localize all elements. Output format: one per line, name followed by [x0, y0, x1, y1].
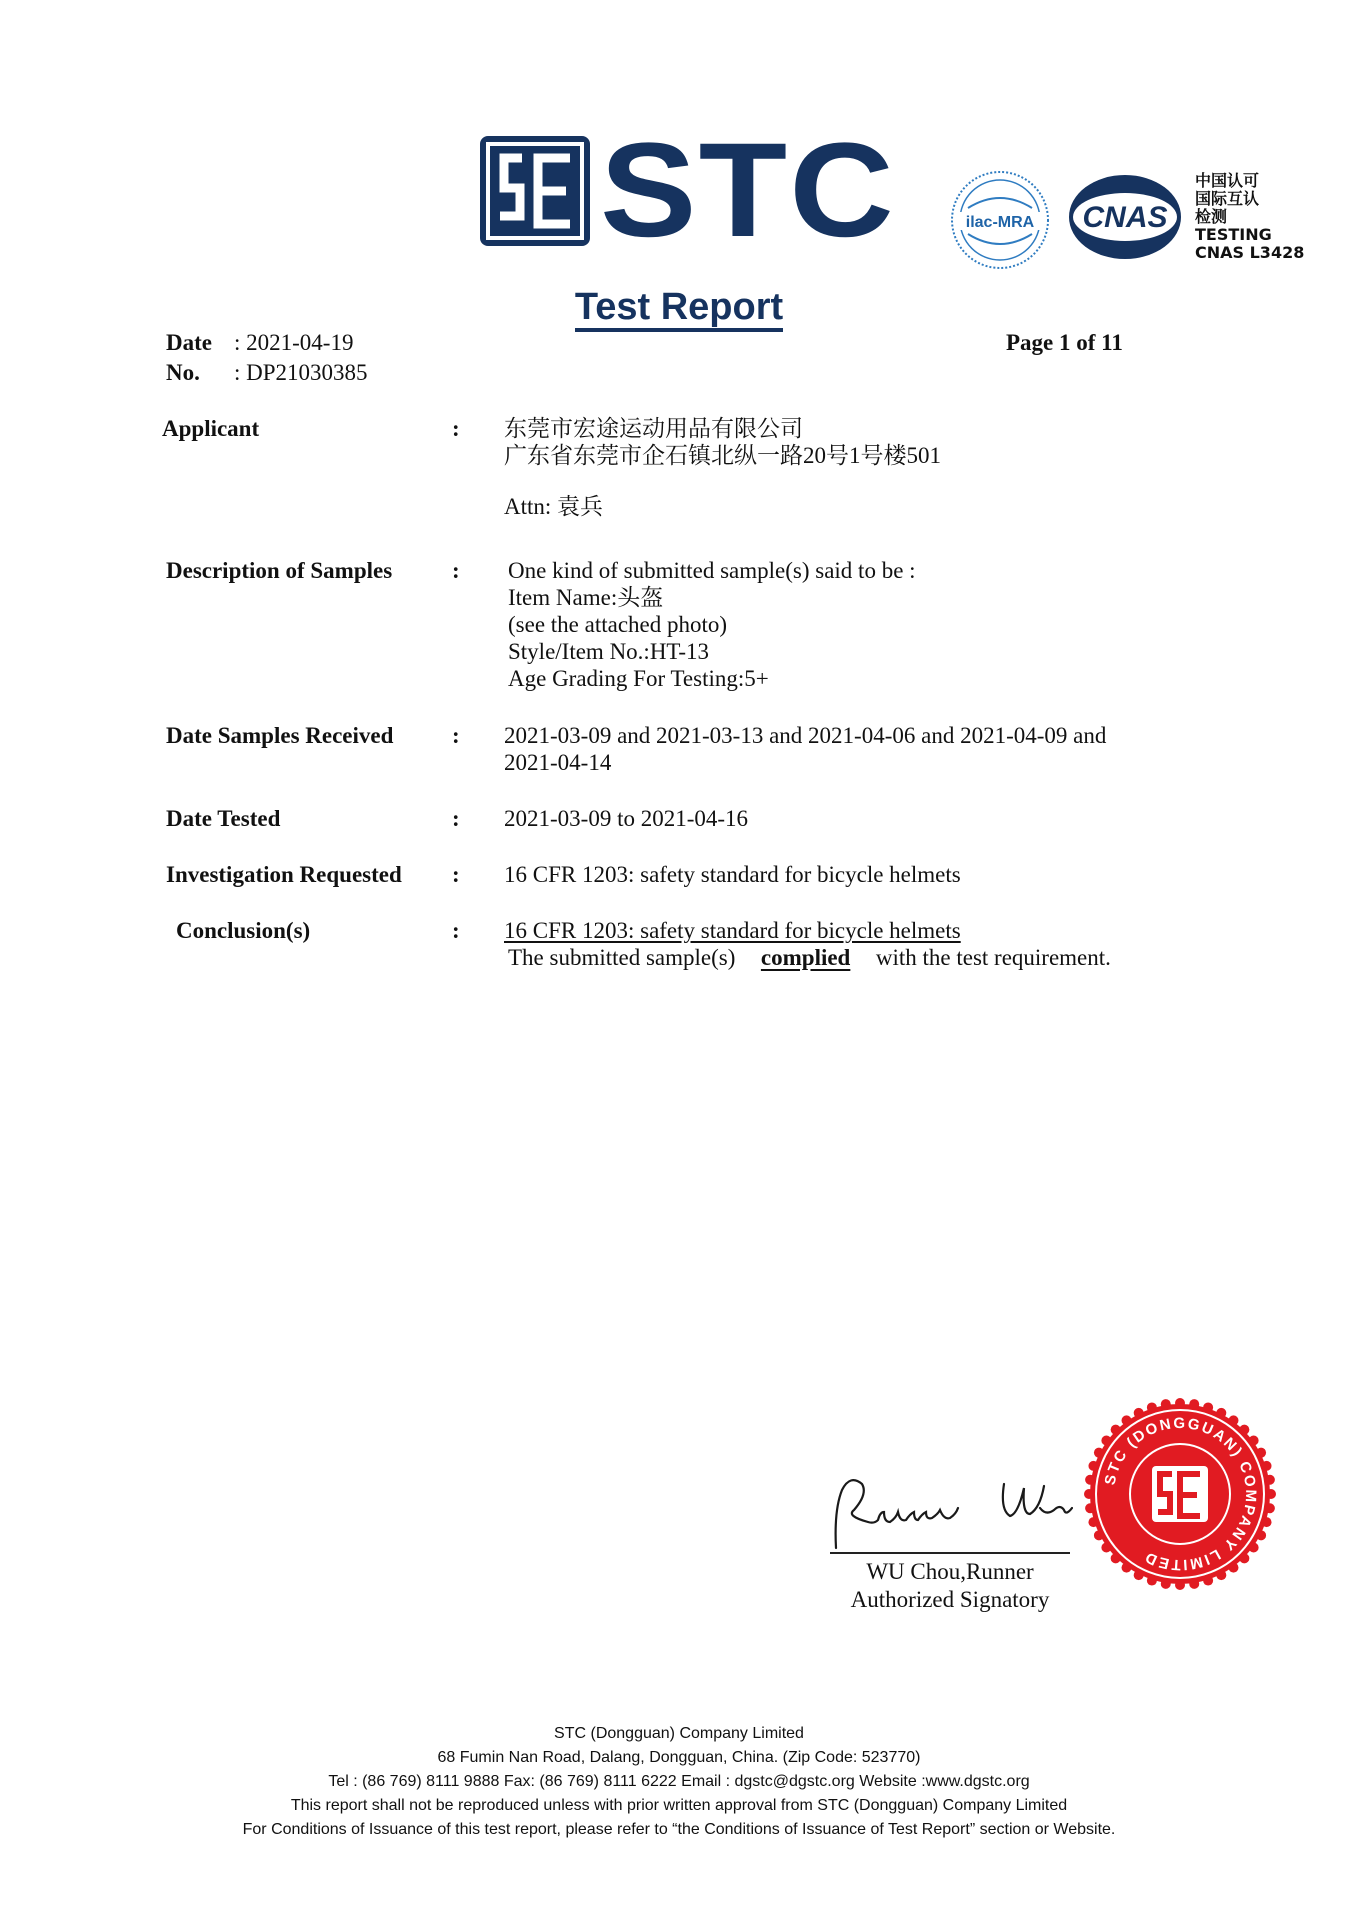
handwritten-signature — [828, 1470, 1073, 1560]
stamp-edge-tooth — [1094, 1530, 1104, 1540]
stamp-edge-tooth — [1175, 1580, 1185, 1590]
stamp-edge-tooth — [1161, 1399, 1171, 1409]
description-line: One kind of submitted sample(s) said to be : — [508, 558, 916, 583]
field-colon: : — [452, 723, 460, 748]
stamp-edge-tooth — [1122, 1563, 1132, 1573]
stamp-edge-tooth — [1256, 1530, 1266, 1540]
field-colon: : — [452, 862, 460, 887]
conclusion-result: complied — [760, 945, 851, 970]
stamp-edge-tooth — [1262, 1517, 1272, 1527]
stamp-edge-tooth — [1134, 1570, 1144, 1580]
conclusion-prefix: The submitted sample(s) — [508, 945, 736, 970]
stc-wordmark: STC — [600, 116, 896, 265]
field-colon: : — [452, 806, 460, 831]
cnas-line: 国际互认 — [1195, 189, 1260, 208]
number-value: : DP21030385 — [234, 360, 368, 385]
description-line: (see the attached photo) — [508, 612, 728, 637]
description-value — [508, 557, 916, 692]
stamp-edge-tooth — [1101, 1542, 1111, 1552]
tested-value: 2021-03-09 to 2021-04-16 — [504, 806, 749, 831]
number-label: No. — [166, 360, 200, 385]
cnas-accreditation-text — [1195, 172, 1304, 262]
signatory-title: Authorized Signatory — [850, 1587, 1050, 1612]
footer-address: 68 Fumin Nan Road, Dalang, Dongguan, China. (Zip Code: 523770) — [437, 1749, 921, 1766]
report-number — [166, 360, 368, 386]
footer-notice: This report shall not be reproduced unless with prior written approval from STC (Dongguan) Company Limited — [290, 1797, 1068, 1814]
stamp-edge-tooth — [1101, 1436, 1111, 1446]
tested-label: Date Tested — [166, 806, 281, 831]
stc-logo — [480, 116, 896, 265]
cnas-text: CNAS — [1082, 201, 1168, 234]
cnas-line: 中国认可 — [1195, 171, 1260, 190]
field-colon: : — [452, 558, 460, 583]
stamp-edge-tooth — [1084, 1489, 1094, 1499]
stamp-edge-tooth — [1122, 1415, 1132, 1425]
stamp-edge-tooth — [1262, 1461, 1272, 1471]
stamp-edge-tooth — [1266, 1489, 1276, 1499]
stamp-edge-tooth — [1239, 1553, 1249, 1563]
stamp-edge-tooth — [1111, 1425, 1121, 1435]
conclusion-standard: 16 CFR 1203: safety standard for bicycle helmets — [504, 918, 961, 943]
stamp-edge-tooth — [1147, 1402, 1157, 1412]
stamp-edge-tooth — [1228, 1415, 1238, 1425]
stamp-edge-tooth — [1265, 1503, 1275, 1513]
signatory-name: WU Chou,Runner — [866, 1559, 1034, 1584]
description-line: Style/Item No.:HT-13 — [508, 639, 710, 664]
stamp-edge-tooth — [1239, 1425, 1249, 1435]
footer-company: STC (Dongguan) Company Limited — [554, 1725, 804, 1742]
stamp-edge-tooth — [1189, 1399, 1199, 1409]
conclusion-result-line — [508, 944, 1111, 971]
page-indicator: Page 1 of 11 — [1006, 330, 1123, 355]
date-value: : 2021-04-19 — [234, 330, 354, 355]
footer-conditions: For Conditions of Issuance of this test report, please refer to “the Conditions of Issuance of Test Report” section or Website. — [242, 1821, 1116, 1838]
received-value — [504, 722, 1106, 776]
applicant-label: Applicant — [162, 416, 260, 441]
applicant-value — [504, 415, 941, 520]
conclusion-value — [504, 917, 1111, 971]
stamp-edge-tooth — [1203, 1402, 1213, 1412]
stamp-edge-tooth — [1203, 1576, 1213, 1586]
conclusion-label: Conclusion(s) — [176, 918, 311, 943]
report-title-wrap — [0, 286, 1358, 329]
description-line: Item Name:头盔 — [508, 585, 664, 610]
investigation-label: Investigation Requested — [166, 862, 402, 887]
signature-line — [830, 1552, 1070, 1554]
ilac-mra-logo — [948, 168, 1052, 272]
stamp-edge-tooth — [1216, 1408, 1226, 1418]
description-label: Description of Samples — [166, 558, 393, 583]
stamp-edge-tooth — [1134, 1408, 1144, 1418]
date-label: Date — [166, 330, 212, 355]
company-seal-stamp — [1082, 1396, 1278, 1592]
stamp-edge-tooth — [1111, 1553, 1121, 1563]
received-line: 2021-03-09 and 2021-03-13 and 2021-04-06 and 2021-04-09 and — [504, 723, 1107, 748]
cnas-logo — [1066, 172, 1184, 262]
applicant-name: 东莞市宏途运动用品有限公司 — [504, 416, 803, 441]
stamp-edge-tooth — [1085, 1475, 1095, 1485]
received-line: 2021-04-14 — [504, 750, 612, 775]
stamp-edge-tooth — [1249, 1542, 1259, 1552]
stamp-edge-tooth — [1085, 1503, 1095, 1513]
stamp-edge-tooth — [1256, 1448, 1266, 1458]
stamp-edge-tooth — [1088, 1461, 1098, 1471]
report-date — [166, 330, 353, 356]
field-colon: : — [452, 918, 460, 943]
stamp-edge-tooth — [1228, 1563, 1238, 1573]
stc-logo-mark — [480, 136, 590, 246]
applicant-address: 广东省东莞市企石镇北纵一路20号1号楼501 — [504, 443, 941, 468]
stamp-edge-tooth — [1216, 1570, 1226, 1580]
field-colon: : — [452, 416, 460, 441]
received-label: Date Samples Received — [166, 723, 394, 748]
ilac-text: ilac-MRA — [965, 214, 1035, 231]
stamp-edge-tooth — [1265, 1475, 1275, 1485]
stamp-edge-tooth — [1094, 1448, 1104, 1458]
stamp-edge-tooth — [1189, 1579, 1199, 1589]
description-line: Age Grading For Testing:5+ — [508, 666, 769, 691]
footer-contact: Tel : (86 769) 8111 9888 Fax: (86 769) 8111 6222 Email : dgstc@dgstc.org Website :www.dgstc.org — [328, 1773, 1030, 1790]
report-title: Test Report — [575, 286, 783, 332]
conclusion-suffix: with the test requirement. — [875, 945, 1111, 970]
cnas-line: 检测 — [1195, 207, 1228, 226]
stamp-ring-text: STC (DONGGUAN) COMPANY LIMITED — [1101, 1414, 1260, 1574]
investigation-value: 16 CFR 1203: safety standard for bicycle helmets — [504, 862, 961, 887]
stamp-edge-tooth — [1249, 1436, 1259, 1446]
stamp-edge-tooth — [1147, 1576, 1157, 1586]
cnas-line: TESTING — [1195, 225, 1272, 244]
cnas-line: CNAS L3428 — [1195, 243, 1305, 262]
applicant-attn: Attn: 袁兵 — [504, 494, 604, 519]
stamp-edge-tooth — [1161, 1579, 1171, 1589]
stamp-edge-tooth — [1088, 1517, 1098, 1527]
stamp-edge-tooth — [1175, 1398, 1185, 1408]
